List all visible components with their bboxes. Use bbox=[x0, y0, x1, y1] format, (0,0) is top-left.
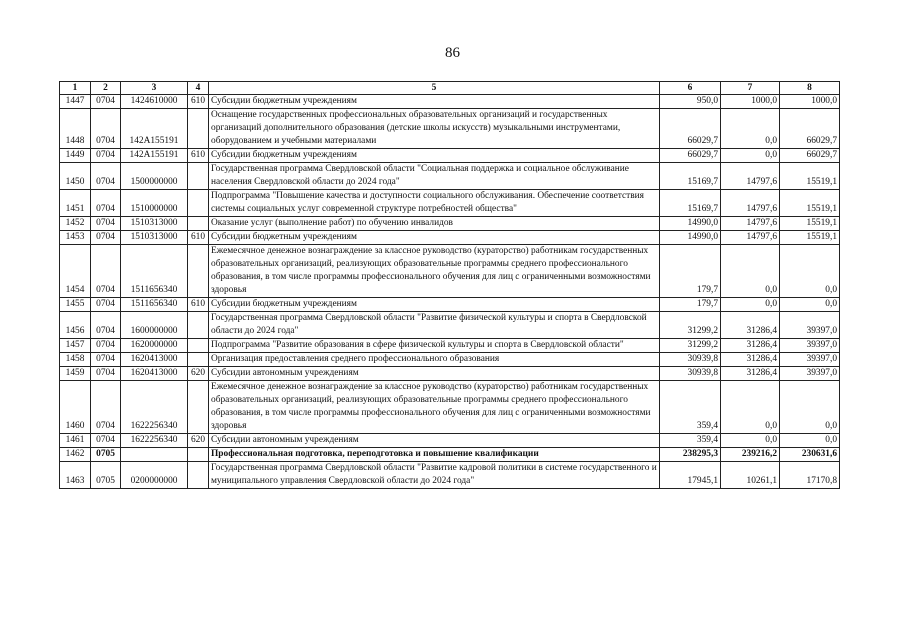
section-code: 0704 bbox=[91, 149, 121, 163]
header-col-6: 6 bbox=[660, 82, 721, 95]
amount-col-6: 17945,1 bbox=[660, 462, 721, 489]
amount-col-7: 14797,6 bbox=[721, 217, 780, 231]
row-name: Государственная программа Свердловской области "Социальная поддержка и социальное обслуживание населения Свердловской области до 2024 года" bbox=[209, 163, 660, 190]
row-name: Ежемесячное денежное вознаграждение за классное руководство (кураторство) работникам государственных образовательных организаций, реализующих образовательные программы среднего профессионального образования, в том числе программы профессионального обучения для лиц с ограниченными возможностями здоровья bbox=[209, 245, 660, 298]
expense-type bbox=[188, 353, 209, 367]
amount-col-7: 14797,6 bbox=[721, 231, 780, 245]
table-row bbox=[60, 190, 840, 217]
amount-col-7: 0,0 bbox=[721, 298, 780, 312]
target-code: 1622256340 bbox=[121, 434, 188, 448]
target-code: 1510313000 bbox=[121, 217, 188, 231]
expense-type bbox=[188, 462, 209, 489]
section-code: 0704 bbox=[91, 298, 121, 312]
amount-col-7: 31286,4 bbox=[721, 339, 780, 353]
row-number: 1454 bbox=[60, 245, 91, 298]
amount-col-8: 0,0 bbox=[780, 434, 840, 448]
target-code: 142А155191 bbox=[121, 109, 188, 149]
table-row bbox=[60, 298, 840, 312]
section-code: 0705 bbox=[91, 448, 121, 462]
amount-col-6: 30939,8 bbox=[660, 353, 721, 367]
budget-table bbox=[59, 81, 840, 489]
expense-type bbox=[188, 245, 209, 298]
section-code: 0705 bbox=[91, 462, 121, 489]
expense-type bbox=[188, 381, 209, 434]
section-code: 0704 bbox=[91, 95, 121, 109]
table-row bbox=[60, 448, 840, 462]
target-code bbox=[121, 448, 188, 462]
row-name: Субсидии автономным учреждениям bbox=[209, 434, 660, 448]
row-name: Субсидии бюджетным учреждениям bbox=[209, 149, 660, 163]
amount-col-8: 0,0 bbox=[780, 245, 840, 298]
section-code: 0704 bbox=[91, 245, 121, 298]
expense-type bbox=[188, 448, 209, 462]
row-number: 1447 bbox=[60, 95, 91, 109]
amount-col-6: 31299,2 bbox=[660, 312, 721, 339]
target-code: 1600000000 bbox=[121, 312, 188, 339]
row-number: 1451 bbox=[60, 190, 91, 217]
amount-col-8: 15519,1 bbox=[780, 190, 840, 217]
table-row bbox=[60, 367, 840, 381]
row-number: 1450 bbox=[60, 163, 91, 190]
target-code: 1620413000 bbox=[121, 353, 188, 367]
header-col-4: 4 bbox=[188, 82, 209, 95]
table-row bbox=[60, 95, 840, 109]
expense-type: 610 bbox=[188, 298, 209, 312]
amount-col-7: 1000,0 bbox=[721, 95, 780, 109]
row-number: 1460 bbox=[60, 381, 91, 434]
row-number: 1463 bbox=[60, 462, 91, 489]
row-number: 1458 bbox=[60, 353, 91, 367]
header-col-2: 2 bbox=[91, 82, 121, 95]
amount-col-6: 179,7 bbox=[660, 298, 721, 312]
table-row bbox=[60, 312, 840, 339]
row-name: Организация предоставления среднего профессионального образования bbox=[209, 353, 660, 367]
row-name: Ежемесячное денежное вознаграждение за классное руководство (кураторство) работникам государственных образовательных организаций, реализующих образовательные программы среднего профессионального образования, в том числе программы профессионального обучения для лиц с ограниченными возможностями здоровья bbox=[209, 381, 660, 434]
table-row bbox=[60, 109, 840, 149]
amount-col-6: 15169,7 bbox=[660, 190, 721, 217]
section-code: 0704 bbox=[91, 190, 121, 217]
amount-col-7: 0,0 bbox=[721, 434, 780, 448]
amount-col-6: 14990,0 bbox=[660, 217, 721, 231]
target-code: 1511656340 bbox=[121, 298, 188, 312]
header-col-1: 1 bbox=[60, 82, 91, 95]
table-row bbox=[60, 163, 840, 190]
amount-col-7: 14797,6 bbox=[721, 163, 780, 190]
amount-col-6: 359,4 bbox=[660, 381, 721, 434]
section-code: 0704 bbox=[91, 381, 121, 434]
row-number: 1459 bbox=[60, 367, 91, 381]
amount-col-8: 230631,6 bbox=[780, 448, 840, 462]
amount-col-8: 0,0 bbox=[780, 381, 840, 434]
expense-type: 610 bbox=[188, 95, 209, 109]
header-col-3: 3 bbox=[121, 82, 188, 95]
amount-col-7: 31286,4 bbox=[721, 312, 780, 339]
row-name: Субсидии бюджетным учреждениям bbox=[209, 298, 660, 312]
amount-col-6: 238295,3 bbox=[660, 448, 721, 462]
table-row bbox=[60, 217, 840, 231]
row-name: Субсидии бюджетным учреждениям bbox=[209, 95, 660, 109]
row-number: 1462 bbox=[60, 448, 91, 462]
amount-col-6: 14990,0 bbox=[660, 231, 721, 245]
header-col-7: 7 bbox=[721, 82, 780, 95]
amount-col-6: 359,4 bbox=[660, 434, 721, 448]
section-code: 0704 bbox=[91, 312, 121, 339]
expense-type bbox=[188, 109, 209, 149]
header-col-5: 5 bbox=[209, 82, 660, 95]
target-code: 1510000000 bbox=[121, 190, 188, 217]
amount-col-8: 66029,7 bbox=[780, 149, 840, 163]
section-code: 0704 bbox=[91, 217, 121, 231]
amount-col-8: 39397,0 bbox=[780, 367, 840, 381]
expense-type: 620 bbox=[188, 367, 209, 381]
target-code: 1620000000 bbox=[121, 339, 188, 353]
amount-col-8: 0,0 bbox=[780, 298, 840, 312]
amount-col-7: 31286,4 bbox=[721, 367, 780, 381]
section-code: 0704 bbox=[91, 109, 121, 149]
target-code: 0200000000 bbox=[121, 462, 188, 489]
amount-col-7: 14797,6 bbox=[721, 190, 780, 217]
target-code: 142А155191 bbox=[121, 149, 188, 163]
table-row bbox=[60, 381, 840, 434]
row-name: Субсидии бюджетным учреждениям bbox=[209, 231, 660, 245]
amount-col-6: 66029,7 bbox=[660, 109, 721, 149]
table-row bbox=[60, 245, 840, 298]
row-number: 1449 bbox=[60, 149, 91, 163]
table-row bbox=[60, 231, 840, 245]
row-name: Подпрограмма "Повышение качества и доступности социального обслуживания. Обеспечение соответствия системы социальных услуг современной структуре потребностей общества" bbox=[209, 190, 660, 217]
row-number: 1455 bbox=[60, 298, 91, 312]
expense-type bbox=[188, 217, 209, 231]
row-name: Государственная программа Свердловской области "Развитие кадровой политики в системе государственного и муниципального управления Свердловской области до 2024 года" bbox=[209, 462, 660, 489]
row-number: 1453 bbox=[60, 231, 91, 245]
expense-type: 610 bbox=[188, 149, 209, 163]
expense-type bbox=[188, 339, 209, 353]
row-name: Оснащение государственных профессиональных образовательных организаций и государственных организаций дополнительного образования (детские школы искусств) музыкальными инструментами, оборудованием и учебными материалами bbox=[209, 109, 660, 149]
page-number: 86 bbox=[445, 45, 460, 61]
amount-col-8: 39397,0 bbox=[780, 312, 840, 339]
expense-type bbox=[188, 312, 209, 339]
table-row bbox=[60, 434, 840, 448]
expense-type bbox=[188, 190, 209, 217]
amount-col-7: 10261,1 bbox=[721, 462, 780, 489]
row-number: 1456 bbox=[60, 312, 91, 339]
expense-type: 620 bbox=[188, 434, 209, 448]
row-name: Оказание услуг (выполнение работ) по обучению инвалидов bbox=[209, 217, 660, 231]
row-number: 1457 bbox=[60, 339, 91, 353]
table-header-row bbox=[60, 82, 840, 95]
row-number: 1452 bbox=[60, 217, 91, 231]
amount-col-7: 0,0 bbox=[721, 149, 780, 163]
row-name: Профессиональная подготовка, переподготовка и повышение квалификации bbox=[209, 448, 660, 462]
row-number: 1448 bbox=[60, 109, 91, 149]
target-code: 1622256340 bbox=[121, 381, 188, 434]
target-code: 1510313000 bbox=[121, 231, 188, 245]
amount-col-8: 39397,0 bbox=[780, 353, 840, 367]
expense-type bbox=[188, 163, 209, 190]
amount-col-8: 15519,1 bbox=[780, 217, 840, 231]
amount-col-8: 17170,8 bbox=[780, 462, 840, 489]
amount-col-8: 15519,1 bbox=[780, 163, 840, 190]
amount-col-7: 0,0 bbox=[721, 381, 780, 434]
table-row bbox=[60, 462, 840, 489]
row-name: Государственная программа Свердловской области "Развитие физической культуры и спорта в Свердловской области до 2024 года" bbox=[209, 312, 660, 339]
section-code: 0704 bbox=[91, 353, 121, 367]
amount-col-6: 30939,8 bbox=[660, 367, 721, 381]
section-code: 0704 bbox=[91, 367, 121, 381]
table-row bbox=[60, 353, 840, 367]
amount-col-6: 950,0 bbox=[660, 95, 721, 109]
header-col-8: 8 bbox=[780, 82, 840, 95]
amount-col-6: 31299,2 bbox=[660, 339, 721, 353]
table-row bbox=[60, 149, 840, 163]
amount-col-7: 239216,2 bbox=[721, 448, 780, 462]
amount-col-8: 15519,1 bbox=[780, 231, 840, 245]
amount-col-7: 0,0 bbox=[721, 109, 780, 149]
amount-col-8: 39397,0 bbox=[780, 339, 840, 353]
section-code: 0704 bbox=[91, 434, 121, 448]
row-name: Субсидии автономным учреждениям bbox=[209, 367, 660, 381]
amount-col-6: 179,7 bbox=[660, 245, 721, 298]
section-code: 0704 bbox=[91, 231, 121, 245]
amount-col-7: 0,0 bbox=[721, 245, 780, 298]
amount-col-6: 66029,7 bbox=[660, 149, 721, 163]
row-name: Подпрограмма "Развитие образования в сфере физической культуры и спорта в Свердловской области" bbox=[209, 339, 660, 353]
amount-col-7: 31286,4 bbox=[721, 353, 780, 367]
section-code: 0704 bbox=[91, 163, 121, 190]
amount-col-6: 15169,7 bbox=[660, 163, 721, 190]
section-code: 0704 bbox=[91, 339, 121, 353]
row-number: 1461 bbox=[60, 434, 91, 448]
amount-col-8: 66029,7 bbox=[780, 109, 840, 149]
table-row bbox=[60, 339, 840, 353]
target-code: 1511656340 bbox=[121, 245, 188, 298]
expense-type: 610 bbox=[188, 231, 209, 245]
amount-col-8: 1000,0 bbox=[780, 95, 840, 109]
target-code: 1424610000 bbox=[121, 95, 188, 109]
target-code: 1500000000 bbox=[121, 163, 188, 190]
target-code: 1620413000 bbox=[121, 367, 188, 381]
